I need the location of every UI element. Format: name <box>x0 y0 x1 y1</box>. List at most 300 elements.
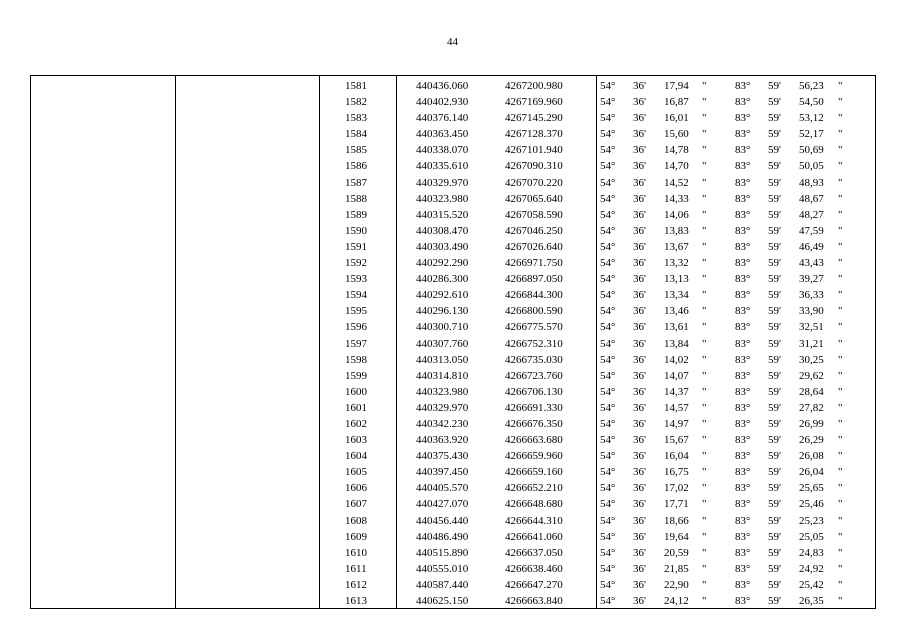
latitude-seconds-mark: " <box>702 353 707 366</box>
latitude-seconds-mark: " <box>702 417 707 430</box>
latitude-seconds-mark: " <box>702 385 707 398</box>
latitude-minutes: 36' <box>633 176 646 189</box>
x-coordinate: 440329.970 <box>416 176 469 189</box>
point-number: 1612 <box>345 578 367 591</box>
latitude-seconds-mark: " <box>702 546 707 559</box>
longitude-minutes: 59' <box>768 450 781 463</box>
longitude-minutes: 59' <box>768 337 781 350</box>
longitude-seconds: 50,05 <box>799 160 824 173</box>
longitude-seconds-mark: " <box>838 96 843 109</box>
longitude-minutes: 59' <box>768 240 781 253</box>
table-row <box>31 480 877 496</box>
x-coordinate: 440555.010 <box>416 562 469 575</box>
table-row <box>31 287 877 303</box>
x-coordinate: 440363.450 <box>416 128 469 141</box>
latitude-seconds: 16,01 <box>664 112 689 125</box>
point-number: 1607 <box>345 498 367 511</box>
x-coordinate: 440587.440 <box>416 578 469 591</box>
latitude-seconds: 17,02 <box>664 482 689 495</box>
latitude-minutes: 36' <box>633 466 646 479</box>
latitude-seconds-mark: " <box>702 224 707 237</box>
latitude-seconds: 16,75 <box>664 466 689 479</box>
x-coordinate: 440335.610 <box>416 160 469 173</box>
table-row <box>31 319 877 335</box>
longitude-seconds-mark: " <box>838 385 843 398</box>
latitude-minutes: 36' <box>633 514 646 527</box>
longitude-seconds: 26,99 <box>799 417 824 430</box>
longitude-minutes: 59' <box>768 530 781 543</box>
longitude-seconds: 25,05 <box>799 530 824 543</box>
table-row <box>31 207 877 223</box>
latitude-degrees: 54° <box>600 112 616 125</box>
longitude-seconds: 27,82 <box>799 401 824 414</box>
latitude-seconds-mark: " <box>702 80 707 92</box>
longitude-degrees: 83° <box>735 369 751 382</box>
latitude-degrees: 54° <box>600 530 616 543</box>
longitude-minutes: 59' <box>768 595 781 607</box>
longitude-degrees: 83° <box>735 595 751 607</box>
point-number: 1603 <box>345 434 367 447</box>
latitude-degrees: 54° <box>600 450 616 463</box>
longitude-seconds: 48,67 <box>799 192 824 205</box>
table-row <box>31 352 877 368</box>
latitude-minutes: 36' <box>633 144 646 157</box>
x-coordinate: 440363.920 <box>416 434 469 447</box>
longitude-degrees: 83° <box>735 273 751 286</box>
longitude-seconds-mark: " <box>838 401 843 414</box>
longitude-minutes: 59' <box>768 498 781 511</box>
longitude-seconds: 56,23 <box>799 80 824 92</box>
point-number: 1582 <box>345 96 367 109</box>
latitude-seconds: 14,57 <box>664 401 689 414</box>
longitude-seconds: 26,29 <box>799 434 824 447</box>
longitude-seconds-mark: " <box>838 208 843 221</box>
point-number: 1609 <box>345 530 367 543</box>
latitude-minutes: 36' <box>633 192 646 205</box>
x-coordinate: 440308.470 <box>416 224 469 237</box>
latitude-degrees: 54° <box>600 466 616 479</box>
latitude-seconds: 17,71 <box>664 498 689 511</box>
y-coordinate: 4267070.220 <box>505 176 563 189</box>
longitude-degrees: 83° <box>735 176 751 189</box>
longitude-minutes: 59' <box>768 466 781 479</box>
longitude-degrees: 83° <box>735 514 751 527</box>
longitude-seconds-mark: " <box>838 578 843 591</box>
point-number: 1584 <box>345 128 367 141</box>
longitude-seconds-mark: " <box>838 240 843 253</box>
latitude-seconds-mark: " <box>702 96 707 109</box>
point-number: 1597 <box>345 337 367 350</box>
longitude-degrees: 83° <box>735 353 751 366</box>
coordinates-table <box>30 75 876 609</box>
latitude-degrees: 54° <box>600 80 616 92</box>
y-coordinate: 4266644.310 <box>505 514 563 527</box>
latitude-degrees: 54° <box>600 289 616 302</box>
longitude-minutes: 59' <box>768 385 781 398</box>
latitude-degrees: 54° <box>600 176 616 189</box>
x-coordinate: 440342.230 <box>416 417 469 430</box>
longitude-minutes: 59' <box>768 208 781 221</box>
latitude-degrees: 54° <box>600 482 616 495</box>
longitude-minutes: 59' <box>768 192 781 205</box>
longitude-minutes: 59' <box>768 353 781 366</box>
table-row <box>31 577 877 593</box>
latitude-seconds-mark: " <box>702 305 707 318</box>
table-row <box>31 175 877 191</box>
table-row <box>31 336 877 352</box>
x-coordinate: 440402.930 <box>416 96 469 109</box>
longitude-seconds-mark: " <box>838 257 843 270</box>
latitude-degrees: 54° <box>600 96 616 109</box>
latitude-minutes: 36' <box>633 385 646 398</box>
latitude-seconds-mark: " <box>702 401 707 414</box>
y-coordinate: 4266752.310 <box>505 337 563 350</box>
longitude-seconds-mark: " <box>838 595 843 607</box>
latitude-seconds: 14,78 <box>664 144 689 157</box>
x-coordinate: 440286.300 <box>416 273 469 286</box>
longitude-degrees: 83° <box>735 257 751 270</box>
latitude-seconds: 15,67 <box>664 434 689 447</box>
longitude-seconds: 25,46 <box>799 498 824 511</box>
latitude-degrees: 54° <box>600 369 616 382</box>
point-number: 1581 <box>345 80 367 92</box>
latitude-minutes: 36' <box>633 337 646 350</box>
point-number: 1606 <box>345 482 367 495</box>
latitude-seconds-mark: " <box>702 434 707 447</box>
point-number: 1611 <box>345 562 367 575</box>
table-row <box>31 416 877 432</box>
y-coordinate: 4267046.250 <box>505 224 563 237</box>
table-row <box>31 384 877 400</box>
latitude-seconds-mark: " <box>702 321 707 334</box>
latitude-seconds-mark: " <box>702 530 707 543</box>
table-row <box>31 593 877 609</box>
page-number: 44 <box>447 36 458 48</box>
longitude-minutes: 59' <box>768 546 781 559</box>
longitude-degrees: 83° <box>735 434 751 447</box>
point-number: 1604 <box>345 450 367 463</box>
latitude-degrees: 54° <box>600 240 616 253</box>
x-coordinate: 440307.760 <box>416 337 469 350</box>
table-row <box>31 448 877 464</box>
latitude-seconds: 22,90 <box>664 578 689 591</box>
latitude-minutes: 36' <box>633 273 646 286</box>
table-row <box>31 110 877 126</box>
y-coordinate: 4266723.760 <box>505 369 563 382</box>
x-coordinate: 440315.520 <box>416 208 469 221</box>
longitude-seconds-mark: " <box>838 224 843 237</box>
x-coordinate: 440486.490 <box>416 530 469 543</box>
x-coordinate: 440427.070 <box>416 498 469 511</box>
latitude-minutes: 36' <box>633 160 646 173</box>
y-coordinate: 4267169.960 <box>505 96 563 109</box>
y-coordinate: 4266641.060 <box>505 530 563 543</box>
latitude-seconds: 17,94 <box>664 80 689 92</box>
x-coordinate: 440329.970 <box>416 401 469 414</box>
point-number: 1583 <box>345 112 367 125</box>
longitude-seconds: 36,33 <box>799 289 824 302</box>
longitude-minutes: 59' <box>768 321 781 334</box>
longitude-minutes: 59' <box>768 273 781 286</box>
latitude-seconds-mark: " <box>702 289 707 302</box>
longitude-minutes: 59' <box>768 305 781 318</box>
latitude-seconds-mark: " <box>702 482 707 495</box>
latitude-seconds-mark: " <box>702 337 707 350</box>
longitude-minutes: 59' <box>768 80 781 92</box>
latitude-seconds: 14,37 <box>664 385 689 398</box>
point-number: 1605 <box>345 466 367 479</box>
latitude-seconds-mark: " <box>702 112 707 125</box>
longitude-degrees: 83° <box>735 466 751 479</box>
latitude-degrees: 54° <box>600 498 616 511</box>
point-number: 1602 <box>345 417 367 430</box>
longitude-seconds: 47,59 <box>799 224 824 237</box>
point-number: 1598 <box>345 353 367 366</box>
latitude-minutes: 36' <box>633 578 646 591</box>
latitude-seconds: 16,04 <box>664 450 689 463</box>
latitude-seconds-mark: " <box>702 257 707 270</box>
point-number: 1595 <box>345 305 367 318</box>
latitude-seconds: 14,02 <box>664 353 689 366</box>
longitude-seconds-mark: " <box>838 482 843 495</box>
latitude-degrees: 54° <box>600 273 616 286</box>
longitude-seconds: 25,42 <box>799 578 824 591</box>
latitude-degrees: 54° <box>600 160 616 173</box>
longitude-seconds: 26,08 <box>799 450 824 463</box>
latitude-seconds: 14,07 <box>664 369 689 382</box>
longitude-seconds-mark: " <box>838 337 843 350</box>
longitude-seconds: 25,65 <box>799 482 824 495</box>
latitude-minutes: 36' <box>633 434 646 447</box>
y-coordinate: 4266897.050 <box>505 273 563 286</box>
longitude-degrees: 83° <box>735 289 751 302</box>
longitude-seconds-mark: " <box>838 530 843 543</box>
latitude-degrees: 54° <box>600 353 616 366</box>
longitude-degrees: 83° <box>735 498 751 511</box>
longitude-degrees: 83° <box>735 385 751 398</box>
latitude-seconds: 13,84 <box>664 337 689 350</box>
longitude-seconds-mark: " <box>838 466 843 479</box>
y-coordinate: 4266638.460 <box>505 562 563 575</box>
longitude-minutes: 59' <box>768 289 781 302</box>
longitude-seconds-mark: " <box>838 144 843 157</box>
latitude-degrees: 54° <box>600 514 616 527</box>
latitude-seconds: 16,87 <box>664 96 689 109</box>
latitude-minutes: 36' <box>633 96 646 109</box>
point-number: 1613 <box>345 595 367 607</box>
longitude-minutes: 59' <box>768 176 781 189</box>
longitude-seconds-mark: " <box>838 176 843 189</box>
y-coordinate: 4266775.570 <box>505 321 563 334</box>
latitude-minutes: 36' <box>633 305 646 318</box>
table-row <box>31 223 877 239</box>
longitude-degrees: 83° <box>735 305 751 318</box>
longitude-minutes: 59' <box>768 128 781 141</box>
y-coordinate: 4266652.210 <box>505 482 563 495</box>
point-number: 1596 <box>345 321 367 334</box>
longitude-seconds: 26,04 <box>799 466 824 479</box>
table-row <box>31 142 877 158</box>
latitude-minutes: 36' <box>633 128 646 141</box>
latitude-minutes: 36' <box>633 498 646 511</box>
point-number: 1591 <box>345 240 367 253</box>
longitude-degrees: 83° <box>735 80 751 92</box>
latitude-seconds: 14,97 <box>664 417 689 430</box>
x-coordinate: 440314.810 <box>416 369 469 382</box>
table-row <box>31 239 877 255</box>
y-coordinate: 4267101.940 <box>505 144 563 157</box>
latitude-seconds: 18,66 <box>664 514 689 527</box>
latitude-degrees: 54° <box>600 337 616 350</box>
x-coordinate: 440292.290 <box>416 257 469 270</box>
table-row <box>31 78 877 94</box>
longitude-degrees: 83° <box>735 337 751 350</box>
x-coordinate: 440323.980 <box>416 192 469 205</box>
x-coordinate: 440303.490 <box>416 240 469 253</box>
longitude-minutes: 59' <box>768 144 781 157</box>
longitude-minutes: 59' <box>768 257 781 270</box>
table-row <box>31 158 877 174</box>
y-coordinate: 4267128.370 <box>505 128 563 141</box>
longitude-degrees: 83° <box>735 482 751 495</box>
latitude-minutes: 36' <box>633 240 646 253</box>
latitude-minutes: 36' <box>633 112 646 125</box>
longitude-seconds-mark: " <box>838 514 843 527</box>
longitude-degrees: 83° <box>735 546 751 559</box>
longitude-minutes: 59' <box>768 578 781 591</box>
longitude-minutes: 59' <box>768 401 781 414</box>
table-row <box>31 126 877 142</box>
latitude-minutes: 36' <box>633 546 646 559</box>
longitude-seconds-mark: " <box>838 160 843 173</box>
longitude-seconds-mark: " <box>838 417 843 430</box>
latitude-minutes: 36' <box>633 369 646 382</box>
latitude-minutes: 36' <box>633 257 646 270</box>
latitude-degrees: 54° <box>600 401 616 414</box>
longitude-degrees: 83° <box>735 144 751 157</box>
point-number: 1592 <box>345 257 367 270</box>
table-row <box>31 513 877 529</box>
latitude-minutes: 36' <box>633 562 646 575</box>
table-row <box>31 191 877 207</box>
longitude-degrees: 83° <box>735 96 751 109</box>
point-number: 1586 <box>345 160 367 173</box>
latitude-minutes: 36' <box>633 80 646 92</box>
x-coordinate: 440397.450 <box>416 466 469 479</box>
point-number: 1588 <box>345 192 367 205</box>
latitude-seconds: 13,34 <box>664 289 689 302</box>
y-coordinate: 4266659.960 <box>505 450 563 463</box>
latitude-seconds: 13,13 <box>664 273 689 286</box>
y-coordinate: 4266676.350 <box>505 417 563 430</box>
table-row <box>31 271 877 287</box>
latitude-degrees: 54° <box>600 595 616 607</box>
longitude-seconds: 26,35 <box>799 595 824 607</box>
longitude-seconds: 39,27 <box>799 273 824 286</box>
latitude-seconds-mark: " <box>702 273 707 286</box>
longitude-seconds-mark: " <box>838 289 843 302</box>
latitude-seconds-mark: " <box>702 192 707 205</box>
y-coordinate: 4266800.590 <box>505 305 563 318</box>
y-coordinate: 4267090.310 <box>505 160 563 173</box>
longitude-seconds-mark: " <box>838 353 843 366</box>
table-row <box>31 303 877 319</box>
longitude-seconds: 48,27 <box>799 208 824 221</box>
point-number: 1590 <box>345 224 367 237</box>
point-number: 1585 <box>345 144 367 157</box>
longitude-degrees: 83° <box>735 160 751 173</box>
longitude-seconds-mark: " <box>838 498 843 511</box>
longitude-minutes: 59' <box>768 482 781 495</box>
y-coordinate: 4266648.680 <box>505 498 563 511</box>
latitude-seconds-mark: " <box>702 466 707 479</box>
y-coordinate: 4266844.300 <box>505 289 563 302</box>
latitude-degrees: 54° <box>600 417 616 430</box>
longitude-degrees: 83° <box>735 321 751 334</box>
point-number: 1608 <box>345 514 367 527</box>
longitude-degrees: 83° <box>735 224 751 237</box>
latitude-minutes: 36' <box>633 208 646 221</box>
latitude-seconds: 14,33 <box>664 192 689 205</box>
y-coordinate: 4266971.750 <box>505 257 563 270</box>
latitude-seconds: 13,61 <box>664 321 689 334</box>
longitude-degrees: 83° <box>735 417 751 430</box>
latitude-degrees: 54° <box>600 546 616 559</box>
y-coordinate: 4266735.030 <box>505 353 563 366</box>
latitude-degrees: 54° <box>600 257 616 270</box>
latitude-minutes: 36' <box>633 401 646 414</box>
longitude-seconds-mark: " <box>838 128 843 141</box>
table-row <box>31 368 877 384</box>
x-coordinate: 440300.710 <box>416 321 469 334</box>
longitude-seconds: 50,69 <box>799 144 824 157</box>
y-coordinate: 4266663.680 <box>505 434 563 447</box>
x-coordinate: 440292.610 <box>416 289 469 302</box>
latitude-minutes: 36' <box>633 482 646 495</box>
longitude-minutes: 59' <box>768 369 781 382</box>
latitude-degrees: 54° <box>600 562 616 575</box>
latitude-seconds-mark: " <box>702 514 707 527</box>
latitude-seconds-mark: " <box>702 144 707 157</box>
latitude-seconds-mark: " <box>702 498 707 511</box>
table-row <box>31 561 877 577</box>
latitude-seconds: 21,85 <box>664 562 689 575</box>
table-row <box>31 255 877 271</box>
longitude-seconds-mark: " <box>838 546 843 559</box>
longitude-seconds: 54,50 <box>799 96 824 109</box>
longitude-seconds: 52,17 <box>799 128 824 141</box>
longitude-degrees: 83° <box>735 530 751 543</box>
latitude-minutes: 36' <box>633 595 646 607</box>
latitude-seconds: 14,52 <box>664 176 689 189</box>
longitude-seconds-mark: " <box>838 369 843 382</box>
longitude-seconds: 48,93 <box>799 176 824 189</box>
latitude-seconds-mark: " <box>702 578 707 591</box>
latitude-minutes: 36' <box>633 353 646 366</box>
longitude-seconds-mark: " <box>838 321 843 334</box>
latitude-seconds: 14,70 <box>664 160 689 173</box>
y-coordinate: 4266659.160 <box>505 466 563 479</box>
latitude-minutes: 36' <box>633 450 646 463</box>
longitude-minutes: 59' <box>768 417 781 430</box>
latitude-degrees: 54° <box>600 208 616 221</box>
latitude-seconds: 19,64 <box>664 530 689 543</box>
latitude-seconds-mark: " <box>702 176 707 189</box>
y-coordinate: 4266663.840 <box>505 595 563 607</box>
x-coordinate: 440515.890 <box>416 546 469 559</box>
y-coordinate: 4267026.640 <box>505 240 563 253</box>
longitude-seconds: 31,21 <box>799 337 824 350</box>
